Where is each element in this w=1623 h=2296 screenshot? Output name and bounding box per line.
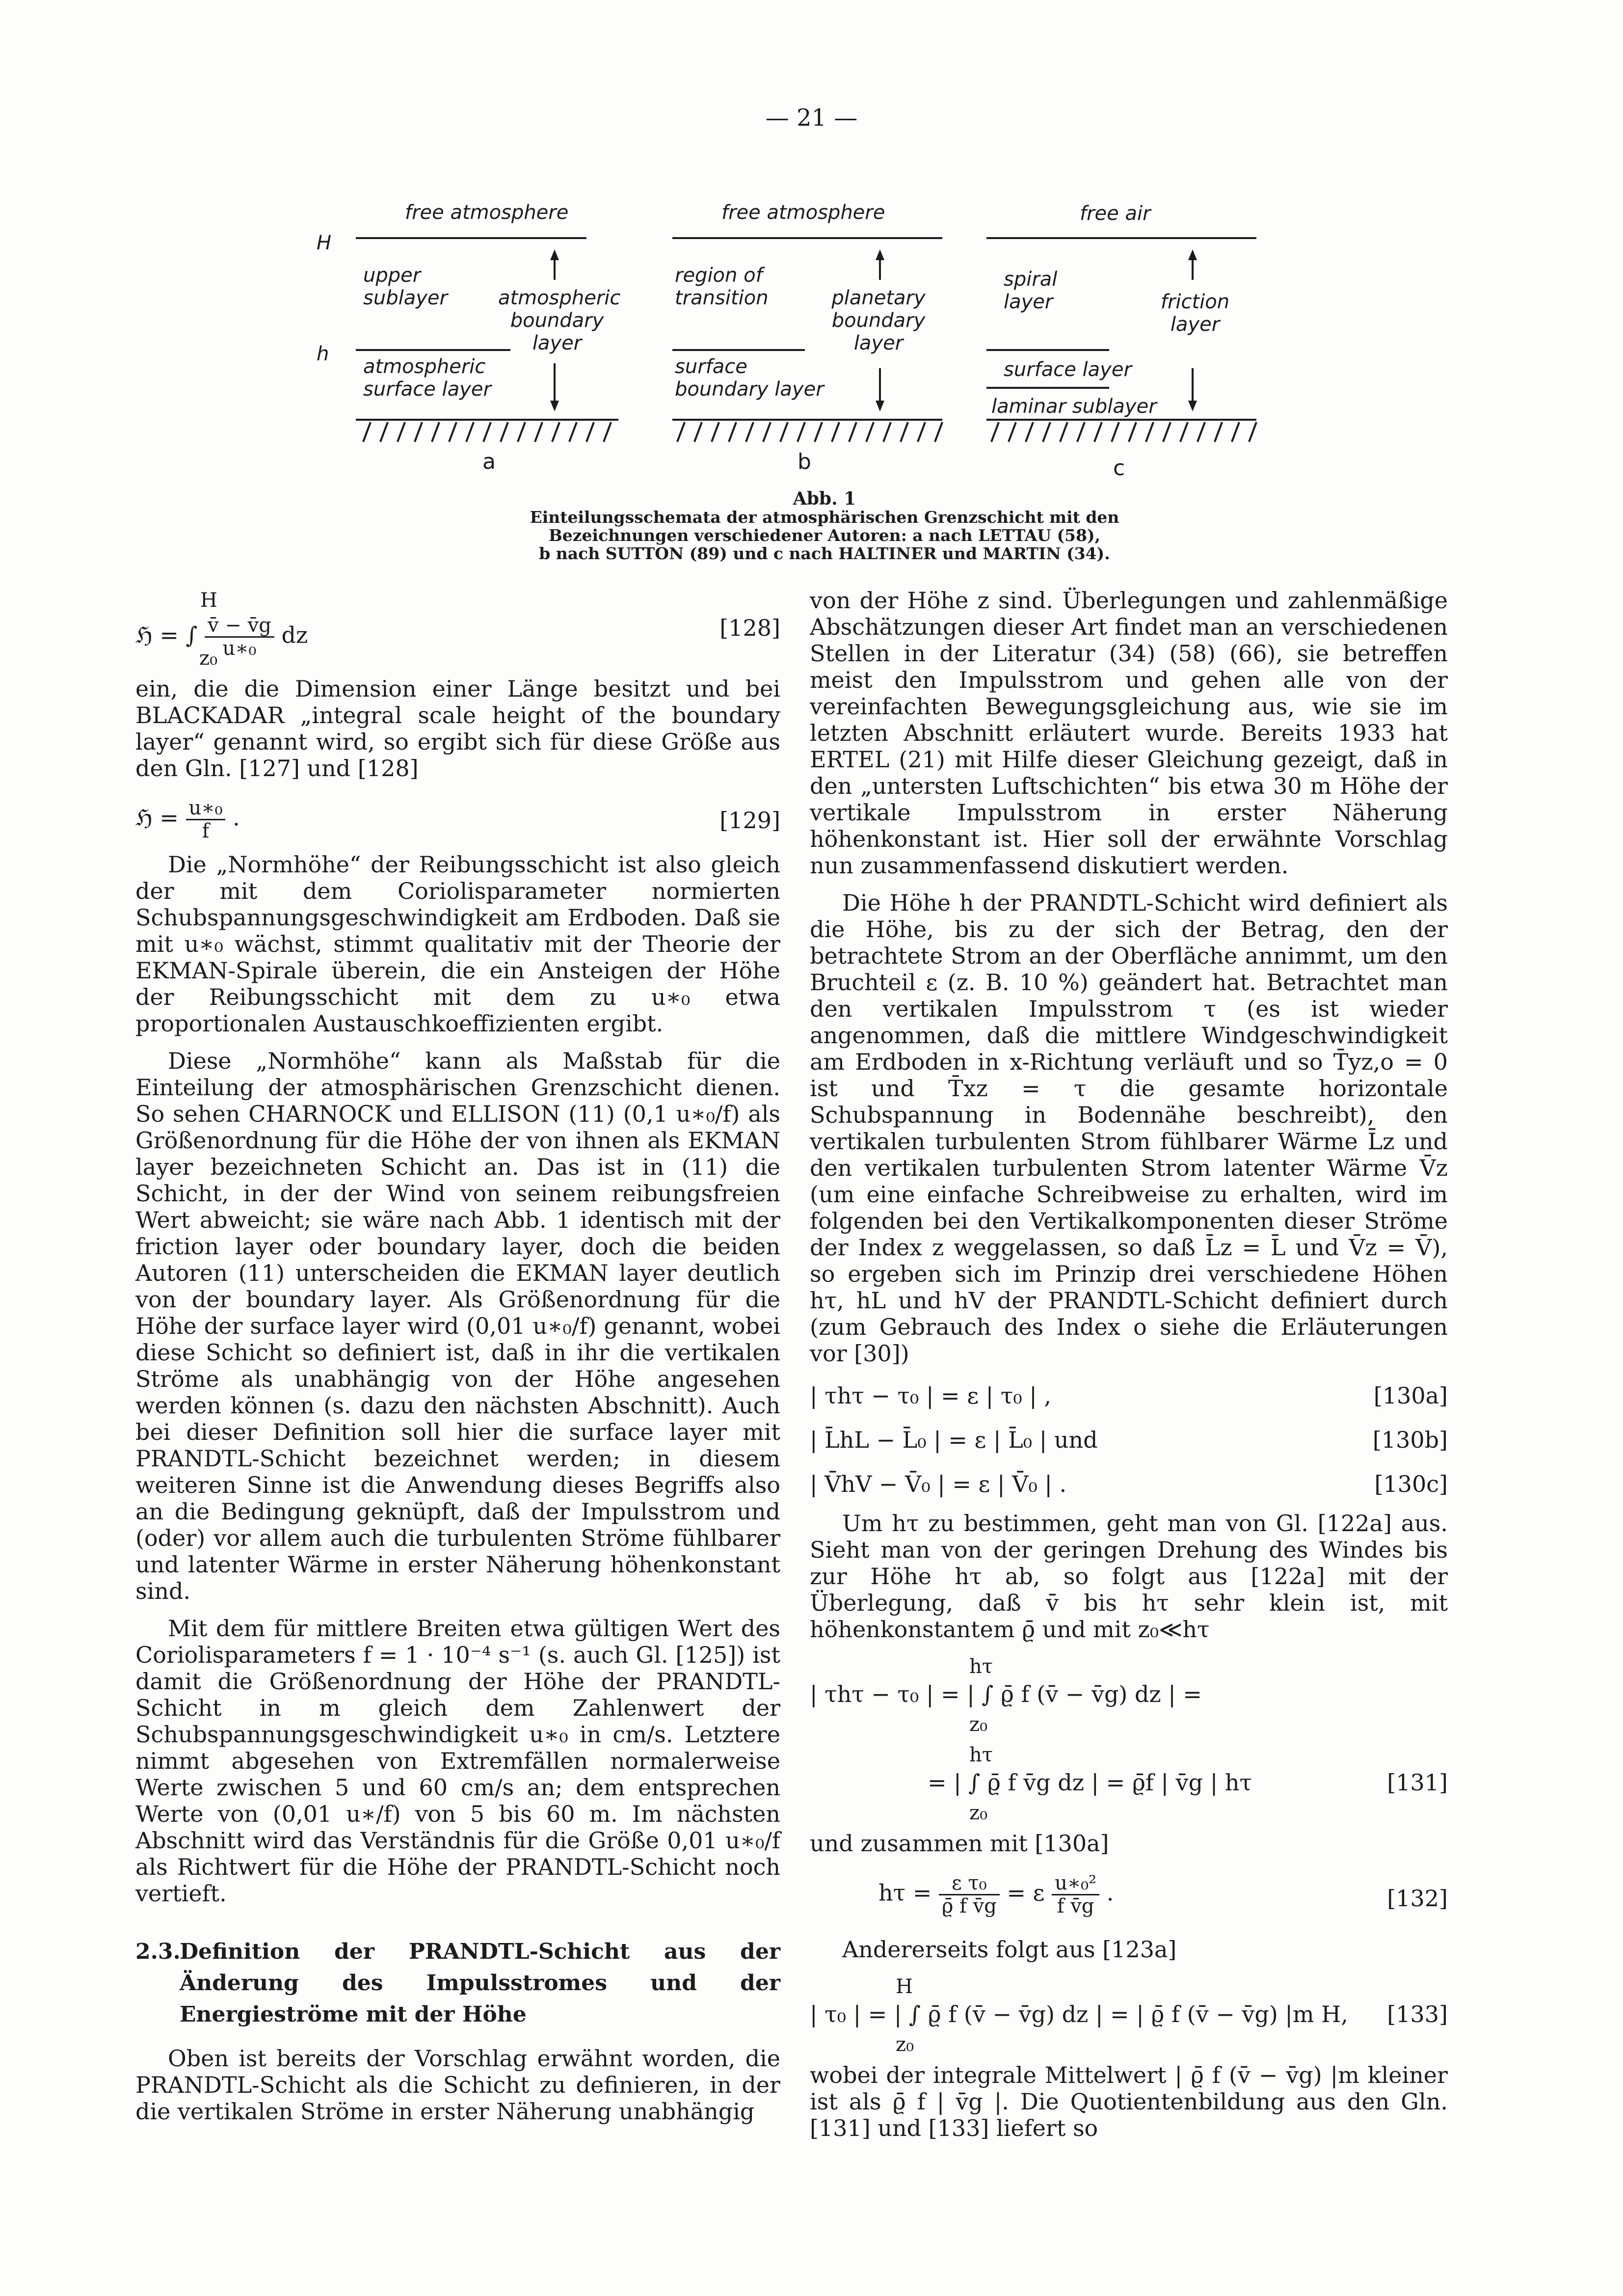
panel-a-letter: a xyxy=(482,449,496,474)
paragraph: Oben ist bereits der Vorschlag erwähnt worden, die PRANDTL-Schicht als die Schicht zu definieren, in der die vertikalen Ströme in erster Näherung unabhängig xyxy=(135,2045,780,2125)
panel-b-boundary-label: planetary boundary layer xyxy=(831,287,926,354)
panel-b-letter: b xyxy=(798,449,811,474)
equation-129: ℌ = $\frac{\text{u∗₀}}{f}$ . [129] xyxy=(135,797,780,842)
ground-hatching xyxy=(363,422,1256,442)
equation-132-number: [132] xyxy=(1387,1885,1448,1912)
equation-130a: | τhτ − τ₀ | = ε | τ₀ | , [130a] xyxy=(810,1382,1448,1409)
panel-b-upper-label: region of transition xyxy=(675,264,769,309)
paragraph: Andererseits folgt aus [123a] xyxy=(842,1936,1177,1963)
caption-line-3: b nach SUTTON (89) und c nach HALTINER und MARTIN (34). xyxy=(539,544,1110,563)
equation-128: H ℌ = ∫ $\frac{v̄ - v̄g}{\text{u∗₀}}$ dz z₀ [128] xyxy=(135,589,780,670)
equation-131-number: [131] xyxy=(1387,1769,1448,1796)
equation-130c: | V̄hV − V̄₀ | = ε | V̄₀ | . [130c] xyxy=(810,1471,1448,1497)
figure-caption xyxy=(442,490,1207,563)
height-H-label: H xyxy=(317,232,332,254)
paragraph: Um hτ zu bestimmen, geht man von Gl. [122a] aus. Sieht man von der geringen Drehung des Windes bis zur Höhe hτ ab, so folgt aus [122a] mit der Überlegung, daß v̄ bis hτ sehr klein ist, mit höhenkonstantem ϱ̄ und mit z₀≪hτ xyxy=(810,1510,1448,1643)
equation-132: hτ = $\frac{\text{ε τ₀}}{\text{ϱ̄ f v̄g}}$ = ε $\frac{\text{u∗₀²}}{\text{f v̄g}}$ . [132] xyxy=(878,1872,1448,1918)
panel-c-lower-label: surface layer xyxy=(1004,358,1132,381)
paragraph: Die „Normhöhe“ der Reibungsschicht ist also gleich der mit dem Coriolisparameter normierten Schubspannungsgeschwindigkeit am Erdboden. Daß sie mit u∗₀ wächst, stimmt qualitativ mit der Theorie der EKMAN-Spirale überein, die ein Ansteigen der Höhe der Reibungsschicht mit dem zu u∗₀ etwa proportionalen Austauschkoeffizienten ergibt. xyxy=(135,851,780,1037)
equation-131-line-2: hτ = | ∫ ϱ̄ f v̄g dz | = ϱ̄f | v̄g | hτ z₀ [131] xyxy=(928,1744,1448,1824)
layer-scheme-figure xyxy=(294,187,1315,491)
right-column xyxy=(810,587,1448,2152)
panel-b-lower-label: surface boundary layer xyxy=(675,355,824,401)
equation-131-line-1: hτ | τhτ − τ₀ | = | ∫ ϱ̄ f (v̄ − v̄g) dz | = z₀ xyxy=(810,1655,1202,1736)
page-number: — 21 — xyxy=(765,104,858,132)
equation-128-number: [128] xyxy=(719,615,780,641)
paragraph: Mit dem für mittlere Breiten etwa gültigen Wert des Coriolisparameters f = 1 · 10⁻⁴ s⁻¹ (s. auch Gl. [125]) ist damit die Größenordnung der Höhe der PRANDTL-Schicht in m gleich dem Zahlenwert der Schubspannungsgeschwindigkeit u∗₀ in cm/s. Letztere nimmt abgesehen von Extremfällen normalerweise Werte zwischen 5 und 60 cm/s an; dem entsprechen Werte von (0,01 u∗/f) von 5 bis 60 m. Im nächsten Abschnitt wird das Verständnis für die Größe 0,01 u∗₀/f als Richtwert für die Höhe der PRANDTL-Schicht noch vertieft. xyxy=(135,1615,780,1907)
panel-c-upper-label: spiral layer xyxy=(1004,268,1058,313)
paragraph: Die Höhe h der PRANDTL-Schicht wird definiert als die Höhe, bis zu der sich der Betrag, den der betrachtete Strom an der Oberfläche annimmt, um den Bruchteil ε (z. B. 10 %) geändert hat. Betrachtet man den vertikalen Impulsstrom τ (es ist wieder angenommen, daß die mittlere Windgeschwindigkeit am Erdboden in x-Richtung verläuft und so T̄yz,o = 0 ist und T̄xz = τ die gesamte horizontale Schubspannung in Bodennähe beschreibt), den vertikalen turbulenten Strom fühlbarer Wärme L̄z und den vertikalen turbulenten Strom latenter Wärme V̄z (um eine einfache Schreibweise zu erhalten, wird im folgenden bei den Vertikalkomponenten dieser Ströme der Index z weggelassen, so daß L̄z = L̄ und V̄z = V̄), so ergeben sich im Prinzip drei verschiedene Höhen hτ, hL und hV der PRANDTL-Schicht definiert durch (zum Gebrauch des Index o siehe die Erläuterungen vor [30]) xyxy=(810,890,1448,1367)
equation-130b: | L̄hL − L̄₀ | = ε | L̄₀ | und [130b] xyxy=(810,1427,1448,1453)
section-heading xyxy=(135,1936,780,2030)
caption-title: Abb. 1 xyxy=(793,488,856,509)
left-column xyxy=(135,587,780,2135)
equation-130a-number: [130a] xyxy=(1373,1382,1448,1409)
panel-a-upper-label: upper sublayer xyxy=(363,264,448,309)
caption-line-2: Bezeichnungen verschiedener Autoren: a nach LETTAU (58), xyxy=(548,526,1101,545)
paragraph: ein, die die Dimension einer Länge besitzt und bei BLACKADAR „integral scale height of the boundary layer“ genannt wird, so ergibt sich für diese Größe aus den Gln. [127] und [128] xyxy=(135,675,780,782)
panel-c-bottom-label: laminar sublayer xyxy=(991,395,1157,418)
equation-133-number: [133] xyxy=(1387,2001,1448,2027)
panel-c-friction-label: friction layer xyxy=(1160,291,1230,336)
panel-a-lower-label: atmospheric surface layer xyxy=(363,355,491,401)
paragraph: wobei der integrale Mittelwert | ϱ̄ f (v̄ − v̄g) |m kleiner ist als ϱ̄ f | v̄g |. Die Quotientenbildung aus den Gln. [131] und [133] liefert so xyxy=(810,2062,1448,2141)
panel-a-top-label: free atmosphere xyxy=(405,201,569,224)
paragraph: von der Höhe z sind. Überlegungen und zahlenmäßige Abschätzungen dieser Art findet man an verschiedenen Stellen in der Literatur (34) (58) (66), sie betreffen meist den Impulsstrom und gehen alle von der vereinfachten Bewegungsgleichung aus, wie sie im letzten Abschnitt erläutert wurde. Bereits 1933 hat ERTEL (21) mit Hilfe dieser Gleichung gezeigt, daß in den „untersten Luftschichten“ bis etwa 30 m Höhe der vertikale Impulsstrom in erster Näherung höhenkonstant ist. Hier soll der erwähnte Vorschlag nun zusammenfassend diskutiert werden. xyxy=(810,587,1448,879)
paragraph: Diese „Normhöhe“ kann als Maßstab für die Einteilung der atmosphärischen Grenzschicht dienen. So sehen CHARNOCK und ELLISON (11) (0,1 u∗₀/f) als Größenordnung für die Höhe der von ihnen als EKMAN layer bezeichneten Schicht an. Das ist in (11) die Schicht, in der der Wind von seinem reibungsfreien Wert abweicht; sie wäre nach Abb. 1 identisch mit der friction layer oder boundary layer, doch die beiden Autoren (11) unterscheiden die EKMAN layer deutlich von der boundary layer. Als Größenordnung für die Höhe der surface layer wird (0,01 u∗₀/f) genannt, wobei diese Schicht so definiert ist, daß in ihr die vertikalen Ströme als unabhängig von der Höhe angesehen werden können (s. dazu den nächsten Abschnitt). Auch bei dieser Definition soll hier die surface layer mit PRANDTL-Schicht bezeichnet werden; in diesem weiteren Sinne ist die Anwendung dieses Begriffs also an die Bedingung geknüpft, daß der Impulsstrom und (oder) vor allem auch die turbulenten Ströme fühlbarer und latenter Wärme in erster Näherung höhenkonstant sind. xyxy=(135,1048,780,1604)
figure-lines xyxy=(294,187,1315,491)
section-number: 2.3. xyxy=(135,1939,181,1964)
equation-129-number: [129] xyxy=(719,807,780,834)
panel-b-top-label: free atmosphere xyxy=(721,201,885,224)
equation-130c-number: [130c] xyxy=(1374,1471,1448,1497)
caption-line-1: Einteilungsschemata der atmosphärischen Grenzschicht mit den xyxy=(530,508,1119,527)
section-title: Definition der PRANDTL-Schicht aus der Änderung des Impulsstromes und der Energieströme mit der Höhe xyxy=(180,1939,780,2027)
equation-130b-number: [130b] xyxy=(1372,1427,1448,1453)
height-h-label: h xyxy=(317,343,329,365)
panel-c-letter: c xyxy=(1113,456,1125,481)
panel-a-boundary-label: atmospheric boundary layer xyxy=(498,287,621,354)
paragraph: und zusammen mit [130a] xyxy=(810,1830,1109,1857)
panel-c-top-label: free air xyxy=(1080,202,1151,225)
equation-133: H | τ₀ | = | ∫ ϱ̄ f (v̄ − v̄g) dz | = | ϱ̄ f (v̄ − v̄g) |m H, z₀ [133] xyxy=(810,1975,1448,2056)
